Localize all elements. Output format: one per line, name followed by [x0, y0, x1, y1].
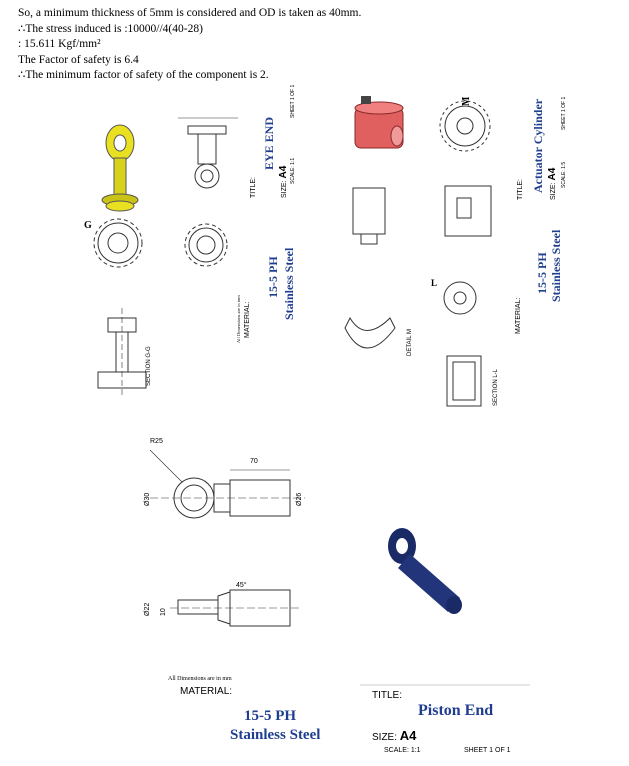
- detail-marker-m: M: [461, 96, 472, 106]
- section-marker-l: L: [431, 278, 438, 288]
- actuator-section-view: [444, 282, 481, 406]
- actuator-detail-view: [345, 318, 395, 348]
- piston-material-line2: Stainless Steel: [230, 727, 321, 743]
- text-line: : 15.611 Kgf/mm²: [18, 38, 101, 50]
- eye-end-front-view: [94, 219, 142, 267]
- section-gg-label: SECTION G-G: [146, 346, 152, 386]
- dim-10: 10: [160, 608, 167, 616]
- piston-top-view: [150, 450, 305, 518]
- actuator-material-line1: 15-5 PH: [535, 252, 549, 294]
- actuator-top-view: [440, 101, 490, 151]
- eye-end-material-line2: Stainless Steel: [282, 247, 296, 320]
- eye-end-material-label: MATERIAL:: [244, 301, 251, 338]
- actuator-cylinder-drawing: [335, 88, 585, 418]
- eye-end-title-label: TITLE:: [250, 176, 257, 198]
- eye-end-section-view: [98, 308, 146, 398]
- dim-angle-45: 45°: [236, 582, 247, 589]
- actuator-title-label: TITLE:: [517, 178, 524, 200]
- piston-sheet: SHEET 1 OF 1: [464, 747, 511, 754]
- eye-end-size: [278, 166, 289, 198]
- piston-end-drawing: [130, 430, 530, 760]
- size-label: SIZE:: [372, 732, 398, 743]
- eye-end-3d-part: [102, 125, 138, 211]
- eye-end-sheet: SHEET 1 OF 1: [290, 84, 296, 118]
- size-value: A4: [399, 728, 417, 743]
- text-line: The Factor of safety is 6.4: [18, 53, 139, 66]
- dim-r25: R25: [150, 438, 163, 445]
- eye-end-scale: SCALE: 1:1: [290, 157, 296, 184]
- actuator-size: [547, 168, 558, 200]
- size-label: SIZE:: [281, 180, 288, 198]
- piston-side-view: [170, 590, 302, 626]
- actuator-side-view: [353, 186, 491, 244]
- actuator-sheet: SHEET 1 OF 1: [561, 96, 567, 130]
- dim-d22: Ø22: [144, 602, 151, 616]
- size-value: A4: [278, 165, 289, 179]
- size-label: SIZE:: [550, 182, 557, 200]
- piston-size: [372, 728, 416, 743]
- text-line: ∴The minimum factor of safety of the component is 2.: [18, 69, 269, 81]
- eye-end-material-line1: 15-5 PH: [266, 256, 280, 298]
- actuator-title: Actuator Cylinder: [531, 98, 545, 193]
- eye-end-side-view: [178, 118, 238, 188]
- text-line: ∴The stress induced is :10000//4(40-28): [18, 22, 203, 35]
- text-line: So, a minimum thickness of 5mm is considered and OD is taken as 40mm.: [18, 7, 362, 19]
- section-marker-g: G: [84, 220, 92, 231]
- actuator-scale: SCALE: 1:5: [561, 161, 567, 188]
- eye-end-title: EYE END: [262, 116, 276, 170]
- eye-end-dims-note: All Dimensions are in mm: [236, 295, 241, 343]
- piston-title-label: TITLE:: [372, 690, 403, 701]
- piston-material-label: MATERIAL:: [180, 686, 233, 697]
- dim-od-30: Ø30: [144, 492, 151, 506]
- actuator-3d-part: [355, 96, 403, 148]
- actuator-material-label: MATERIAL:: [515, 297, 522, 334]
- dim-d26: Ø26: [296, 492, 303, 506]
- dim-length-70: 70: [250, 458, 258, 465]
- section-ll-label: SECTION L-L: [493, 368, 499, 406]
- calculation-text: [18, 6, 361, 84]
- eye-end-gear-view: [185, 224, 227, 266]
- piston-scale: SCALE: 1:1: [384, 747, 421, 754]
- size-value: A4: [547, 167, 558, 181]
- detail-m-label: DETAIL M: [407, 328, 413, 356]
- piston-title: Piston End: [418, 702, 494, 719]
- eye-end-drawing: [78, 84, 318, 418]
- piston-material-line1: 15-5 PH: [244, 708, 297, 724]
- piston-3d-part: [388, 528, 462, 614]
- piston-dims-note: All Dimensions are in mm: [168, 676, 232, 682]
- actuator-material-line2: Stainless Steel: [549, 229, 563, 302]
